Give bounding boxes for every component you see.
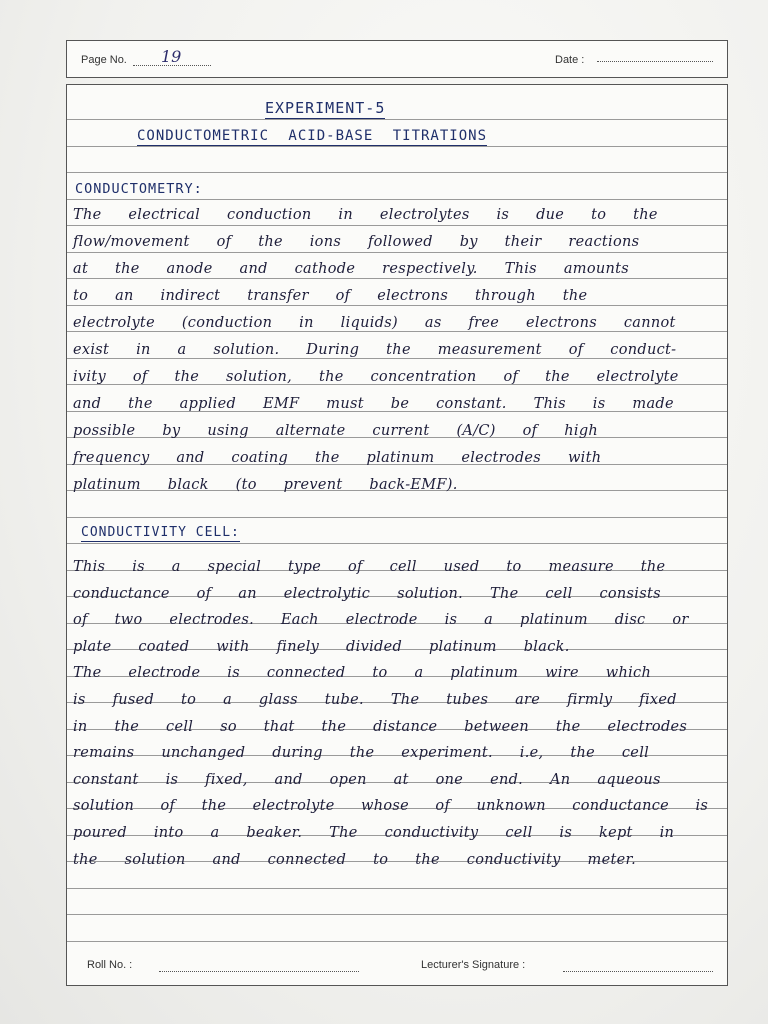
signature-dotted-line [563,971,713,972]
handwritten-line: conductance of an electrolytic solution. The cell consists [73,585,661,602]
handwritten-line: of two electrodes. Each electrode is a platinum disc or [73,612,689,629]
section-heading-conductivity-cell [81,525,240,540]
ruled-line [67,305,727,306]
handwritten-line: solution of the electrolyte whose of unknown conductance is [73,798,709,815]
handwritten-line: at the anode and cathode respectively. This amounts [73,261,629,277]
ruled-writing-area [66,84,728,986]
handwritten-line: frequency and coating the platinum electrodes with [73,450,602,466]
handwritten-line: platinum black (to prevent back-EMF). [73,477,458,493]
experiment-title [265,99,385,117]
date-label: Date : [555,54,585,66]
ruled-line [67,517,727,518]
handwritten-line: the solution and connected to the conductivity meter. [73,851,637,868]
ruled-line [67,252,727,253]
handwritten-line: remains unchanged during the experiment. i.e, the cell [73,745,650,762]
handwritten-line: poured into a beaker. The conductivity cell is kept in [73,825,675,841]
handwritten-line: is fused to a glass tube. The tubes are firmly fixed [73,692,677,708]
handwritten-line: ivity of the solution, the concentration of the electrolyte [73,369,679,385]
ruled-line [67,172,727,173]
ruled-line [67,199,727,200]
page-no-label: Page No. [81,54,127,66]
ruled-line [67,278,727,279]
handwritten-line: The electrical conduction in electrolytes is due to the [73,207,658,223]
date-dotted-line [597,61,713,62]
ruled-line [67,543,727,544]
ruled-line [67,914,727,915]
ruled-line [67,941,727,942]
page-header [66,40,728,78]
handwritten-line: in the cell so that the distance between the electrodes [73,718,688,735]
ruled-line [67,331,727,332]
section-heading-conductometry: CONDUCTOMETRY: [75,181,203,197]
handwritten-line: exist in a solution. During the measurement of conduct- [73,342,677,358]
lecturer-signature-label: Lecturer's Signature : [421,959,526,971]
section-heading-conductivity-cell-text: CONDUCTIVITY CELL: [81,525,240,540]
handwritten-line: and the applied EMF must be constant. This is made [73,396,674,412]
experiment-subtitle-text: CONDUCTOMETRIC ACID-BASE TITRATIONS [137,128,488,144]
ruled-line [67,888,727,889]
experiment-title-text: EXPERIMENT-5 [265,99,386,117]
handwritten-line: plate coated with finely divided platinum black. [73,638,570,655]
handwritten-line: to an indirect transfer of electrons through the [73,288,588,304]
page-no-value: 19 [161,47,182,66]
handwritten-line: flow/movement of the ions followed by their reactions [73,234,640,250]
roll-no-label: Roll No. : [87,959,133,971]
handwritten-line: electrolyte (conduction in liquids) as free electrons cannot [73,315,676,331]
experiment-subtitle [137,128,487,144]
handwritten-line: The electrode is connected to a platinum wire which [73,665,652,682]
roll-no-dotted-line [159,971,359,972]
handwritten-line: constant is fixed, and open at one end. An aqueous [73,771,661,788]
handwritten-line: possible by using alternate current (A/C) of high [73,423,599,439]
ruled-line [67,225,727,226]
handwritten-line: This is a special type of cell used to measure the [73,559,666,575]
ruled-line [67,119,727,120]
